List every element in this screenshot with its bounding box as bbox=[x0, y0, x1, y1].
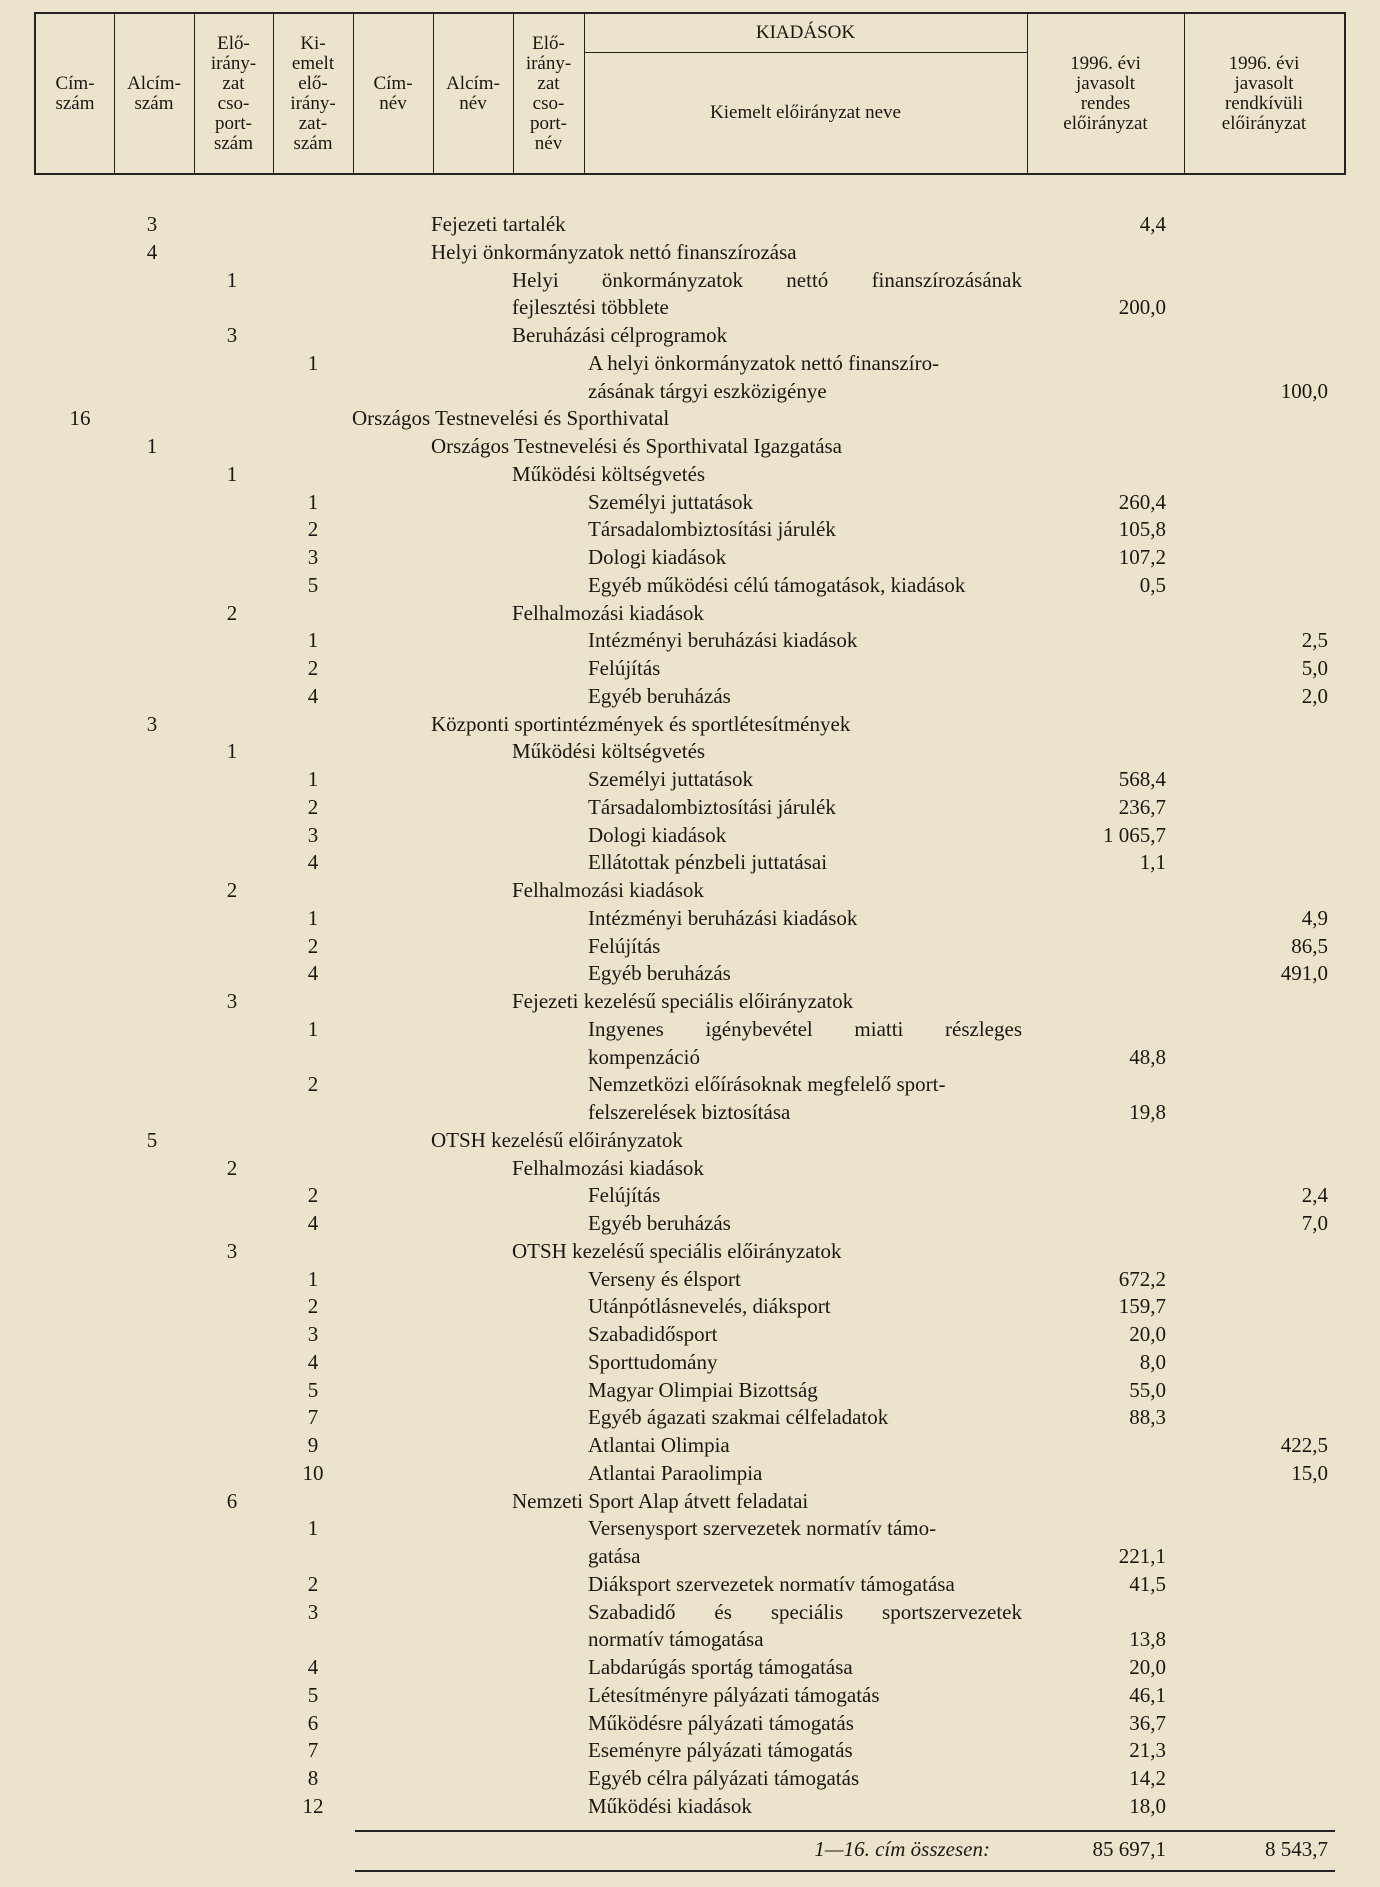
item-name-cell: Központi sportintézmények és sportlétesítmények bbox=[431, 711, 851, 736]
kiemelt-szam-cell: 7 bbox=[307, 1405, 319, 1430]
table-row bbox=[0, 1098, 1380, 1126]
item-name-cell: Egyéb működési célú támogatások, kiadások bbox=[588, 572, 966, 597]
item-name-cell: Helyi önkormányzatok nettó finanszírozása bbox=[431, 239, 797, 264]
rendkivuli-value-cell: 5,0 bbox=[1301, 656, 1328, 680]
item-name-cell: Eseményre pályázati támogatás bbox=[588, 1738, 853, 1763]
csoportszam-cell: 2 bbox=[226, 1155, 238, 1180]
header-cimnev: Cím- név bbox=[373, 72, 413, 114]
table-row bbox=[0, 1514, 1380, 1542]
item-name-cell: Nemzetközi előírásoknak megfelelő sport- bbox=[588, 1072, 946, 1097]
alcimszam-cell: 5 bbox=[146, 1127, 158, 1152]
item-name-cell: kompenzáció bbox=[588, 1044, 700, 1069]
rendes-value-cell: 8,0 bbox=[1139, 1349, 1166, 1374]
kiemelt-szam-cell: 3 bbox=[307, 1322, 319, 1346]
rendkivuli-value-cell: 4,9 bbox=[1301, 905, 1328, 930]
kiemelt-szam-cell: 4 bbox=[307, 683, 319, 708]
total-rule-bottom bbox=[355, 1870, 1335, 1872]
item-name-cell: Felújítás bbox=[588, 656, 661, 680]
table-row bbox=[0, 599, 1380, 627]
rendes-value-cell: 21,3 bbox=[1129, 1738, 1166, 1763]
table-row bbox=[0, 488, 1380, 516]
table-row bbox=[0, 377, 1380, 405]
table-row bbox=[0, 737, 1380, 765]
rendes-value-cell: 48,8 bbox=[1129, 1044, 1166, 1069]
csoportszam-cell: 3 bbox=[226, 989, 238, 1013]
rendes-value-cell: 221,1 bbox=[1118, 1544, 1166, 1568]
header-kiemelt-eloiranyzatszam: Ki- emelt elő- irány- zat- szám bbox=[290, 32, 336, 154]
item-name-cell: Egyéb beruházás bbox=[588, 961, 731, 986]
table-row bbox=[0, 1320, 1380, 1348]
table-row bbox=[0, 1292, 1380, 1320]
kiemelt-szam-cell: 2 bbox=[307, 794, 319, 819]
table-row bbox=[0, 682, 1380, 710]
item-name-cell: Ingyenes igénybevétel miatti részleges bbox=[588, 1016, 1022, 1041]
item-name-cell: Intézményi beruházási kiadások bbox=[588, 628, 858, 653]
item-name-cell: Ellátottak pénzbeli juttatásai bbox=[588, 850, 828, 875]
table-row bbox=[0, 904, 1380, 932]
item-name-cell: Felhalmozási kiadások bbox=[512, 600, 704, 625]
table-row bbox=[0, 848, 1380, 876]
table-row bbox=[0, 1709, 1380, 1737]
item-name-cell: A helyi önkormányzatok nettó finanszíro- bbox=[588, 350, 940, 375]
table-row bbox=[0, 1043, 1380, 1071]
item-name-cell: Országos Testnevelési és Sporthivatal bbox=[352, 406, 670, 431]
rendes-value-cell: 105,8 bbox=[1118, 517, 1166, 542]
kiemelt-szam-cell: 2 bbox=[307, 1072, 319, 1097]
item-name-cell: Fejezeti kezelésű speciális előirányzatok bbox=[512, 989, 854, 1013]
kiemelt-szam-cell: 4 bbox=[307, 1655, 319, 1679]
table-row bbox=[0, 1181, 1380, 1209]
alcimszam-cell: 3 bbox=[146, 212, 158, 236]
item-name-cell: Versenysport szervezetek normatív támo- bbox=[588, 1516, 937, 1541]
table-row bbox=[0, 238, 1380, 266]
kiemelt-szam-cell: 9 bbox=[307, 1433, 319, 1457]
rendkivuli-value-cell: 15,0 bbox=[1291, 1460, 1328, 1485]
csoportszam-cell: 2 bbox=[226, 600, 238, 625]
table-row bbox=[0, 1070, 1380, 1098]
rendes-value-cell: 4,4 bbox=[1139, 212, 1166, 236]
table-row bbox=[0, 654, 1380, 682]
item-name-cell: Szabadidősport bbox=[588, 1322, 718, 1346]
kiemelt-szam-cell: 2 bbox=[307, 1571, 319, 1596]
rendes-value-cell: 672,2 bbox=[1118, 1266, 1166, 1291]
kiemelt-szam-cell: 1 bbox=[307, 628, 319, 653]
rendkivuli-value-cell: 2,5 bbox=[1301, 628, 1328, 653]
kiemelt-szam-cell: 3 bbox=[307, 822, 319, 847]
kiemelt-szam-cell: 4 bbox=[307, 1211, 319, 1235]
table-row bbox=[0, 321, 1380, 349]
table-row bbox=[0, 1403, 1380, 1431]
item-name-cell: Működési költségvetés bbox=[512, 461, 706, 486]
kiemelt-szam-cell: 1 bbox=[307, 350, 319, 375]
kiemelt-szam-cell: 3 bbox=[307, 545, 319, 569]
table-row bbox=[0, 1764, 1380, 1792]
table-row bbox=[0, 1376, 1380, 1404]
alcimszam-cell: 4 bbox=[146, 239, 158, 264]
item-name-cell: felszerelések biztosítása bbox=[588, 1100, 791, 1124]
table-row bbox=[0, 404, 1380, 432]
item-name-cell: Atlantai Paraolimpia bbox=[588, 1460, 763, 1485]
rendes-value-cell: 36,7 bbox=[1129, 1710, 1166, 1735]
table-row bbox=[0, 1570, 1380, 1598]
table-row bbox=[0, 571, 1380, 599]
item-name-cell: Atlantai Olimpia bbox=[588, 1433, 730, 1457]
item-name-cell: fejlesztési többlete bbox=[512, 295, 669, 320]
table-row bbox=[0, 1431, 1380, 1459]
header-kiadasok: KIADÁSOK bbox=[755, 22, 856, 43]
table-row bbox=[0, 460, 1380, 488]
kiemelt-szam-cell: 1 bbox=[307, 1266, 319, 1291]
item-name-cell: Működési költségvetés bbox=[512, 739, 706, 764]
table-row bbox=[0, 821, 1380, 849]
item-name-cell: Verseny és élsport bbox=[588, 1266, 741, 1291]
table-row bbox=[0, 1209, 1380, 1237]
total-row bbox=[0, 1835, 1380, 1863]
table-row bbox=[0, 710, 1380, 738]
item-name-cell: Személyi juttatások bbox=[588, 489, 754, 514]
csoportszam-cell: 3 bbox=[226, 1238, 238, 1263]
item-name-cell: Létesítményre pályázati támogatás bbox=[588, 1682, 880, 1707]
table-row bbox=[0, 543, 1380, 571]
item-name-cell: Fejezeti tartalék bbox=[431, 212, 566, 236]
rendes-value-cell: 159,7 bbox=[1118, 1294, 1166, 1319]
rendkivuli-value-cell: 422,5 bbox=[1280, 1433, 1328, 1457]
table-row bbox=[0, 1625, 1380, 1653]
item-name-cell: Labdarúgás sportág támogatása bbox=[588, 1655, 853, 1679]
table-row bbox=[0, 432, 1380, 460]
table-row bbox=[0, 1265, 1380, 1293]
csoportszam-cell: 2 bbox=[226, 878, 238, 902]
item-name-cell: OTSH kezelésű speciális előirányzatok bbox=[512, 1238, 842, 1263]
table-row bbox=[0, 515, 1380, 543]
item-name-cell: normatív támogatása bbox=[588, 1627, 764, 1652]
rendes-value-cell: 88,3 bbox=[1129, 1405, 1166, 1430]
table-row bbox=[0, 1348, 1380, 1376]
table-row bbox=[0, 293, 1380, 321]
kiemelt-szam-cell: 10 bbox=[302, 1460, 324, 1485]
kiemelt-szam-cell: 8 bbox=[307, 1766, 319, 1790]
kiemelt-szam-cell: 1 bbox=[307, 1016, 319, 1041]
item-name-cell: Dologi kiadások bbox=[588, 822, 727, 847]
total-rule-top bbox=[355, 1830, 1335, 1832]
table-row bbox=[0, 1681, 1380, 1709]
item-name-cell: Működésre pályázati támogatás bbox=[588, 1710, 854, 1735]
table-row bbox=[0, 959, 1380, 987]
kiemelt-szam-cell: 1 bbox=[307, 767, 319, 791]
rendes-value-cell: 20,0 bbox=[1129, 1655, 1166, 1679]
table-header bbox=[34, 12, 1346, 175]
rendkivuli-value-cell: 2,0 bbox=[1301, 683, 1328, 708]
table-row bbox=[0, 349, 1380, 377]
kiemelt-szam-cell: 7 bbox=[307, 1738, 319, 1763]
table-row bbox=[0, 1237, 1380, 1265]
total-label: 1—16. cím összesen: bbox=[814, 1837, 990, 1861]
kiemelt-szam-cell: 6 bbox=[307, 1710, 319, 1735]
rendes-value-cell: 14,2 bbox=[1129, 1766, 1166, 1790]
item-name-cell: Egyéb ágazati szakmai célfeladatok bbox=[588, 1405, 889, 1430]
header-cimszam: Cím- szám bbox=[55, 72, 95, 114]
rendkivuli-value-cell: 7,0 bbox=[1301, 1211, 1328, 1235]
item-name-cell: Beruházási célprogramok bbox=[512, 323, 728, 347]
table-row bbox=[0, 266, 1380, 294]
kiemelt-szam-cell: 2 bbox=[307, 1294, 319, 1319]
item-name-cell: Felhalmozási kiadások bbox=[512, 1155, 704, 1180]
kiemelt-szam-cell: 5 bbox=[307, 1682, 319, 1707]
table-row bbox=[0, 1459, 1380, 1487]
table-row bbox=[0, 1126, 1380, 1154]
csoportszam-cell: 1 bbox=[226, 461, 238, 486]
kiemelt-szam-cell: 1 bbox=[307, 489, 319, 514]
item-name-cell: Működési kiadások bbox=[588, 1793, 752, 1818]
header-alcimnev: Alcím- név bbox=[446, 72, 500, 114]
kiemelt-szam-cell: 4 bbox=[307, 961, 319, 986]
item-name-cell: Intézményi beruházási kiadások bbox=[588, 905, 858, 930]
item-name-cell: zásának tárgyi eszközigénye bbox=[588, 378, 827, 403]
table-row bbox=[0, 793, 1380, 821]
kiemelt-szam-cell: 1 bbox=[307, 1516, 319, 1541]
rendes-value-cell: 200,0 bbox=[1118, 295, 1166, 320]
table-row bbox=[0, 932, 1380, 960]
table-row bbox=[0, 1736, 1380, 1764]
table-row bbox=[0, 1154, 1380, 1182]
csoportszam-cell: 1 bbox=[226, 739, 238, 764]
item-name-cell: Személyi juttatások bbox=[588, 767, 754, 791]
table-row bbox=[0, 210, 1380, 238]
rendes-value-cell: 55,0 bbox=[1129, 1377, 1166, 1402]
header-kiemelt-eloiranyzat-neve: Kiemelt előirányzat neve bbox=[710, 101, 901, 123]
kiemelt-szam-cell: 4 bbox=[307, 1349, 319, 1374]
kiemelt-szam-cell: 5 bbox=[307, 572, 319, 597]
item-name-cell: Egyéb beruházás bbox=[588, 1211, 731, 1235]
item-name-cell: Társadalombiztosítási járulék bbox=[588, 517, 836, 542]
table-row bbox=[0, 626, 1380, 654]
item-name-cell: Felújítás bbox=[588, 1183, 661, 1208]
rendes-value-cell: 13,8 bbox=[1129, 1627, 1166, 1652]
rendes-value-cell: 107,2 bbox=[1118, 545, 1166, 569]
table-row bbox=[0, 1792, 1380, 1820]
rendes-value-cell: 18,0 bbox=[1129, 1793, 1166, 1818]
item-name-cell: gatása bbox=[588, 1544, 641, 1568]
table-row bbox=[0, 1015, 1380, 1043]
rendkivuli-value-cell: 491,0 bbox=[1280, 961, 1328, 986]
table-row bbox=[0, 1598, 1380, 1626]
alcimszam-cell: 3 bbox=[146, 711, 158, 736]
header-eloiranyzat-csoportszam: Elő- irány- zat cso- port- szám bbox=[210, 32, 257, 154]
rendkivuli-value-cell: 100,0 bbox=[1280, 378, 1328, 403]
item-name-cell: Egyéb célra pályázati támogatás bbox=[588, 1766, 860, 1790]
kiemelt-szam-cell: 2 bbox=[307, 517, 319, 542]
rendkivuli-value-cell: 2,4 bbox=[1301, 1183, 1328, 1208]
item-name-cell: Helyi önkormányzatok nettó finanszírozásának bbox=[512, 267, 1022, 292]
header-alcimszam: Alcím- szám bbox=[127, 72, 181, 114]
alcimszam-cell: 1 bbox=[146, 434, 158, 458]
item-name-cell: Nemzeti Sport Alap átvett feladatai bbox=[512, 1488, 809, 1513]
total-rendes: 85 697,1 bbox=[1092, 1837, 1166, 1861]
item-name-cell: Egyéb beruházás bbox=[588, 683, 731, 708]
item-name-cell: Országos Testnevelési és Sporthivatal Igazgatása bbox=[431, 434, 843, 458]
header-rendes-eloiranyzat: 1996. évi javasolt rendes előirányzat bbox=[1063, 52, 1148, 134]
item-name-cell: Sporttudomány bbox=[588, 1349, 718, 1374]
table-row bbox=[0, 1487, 1380, 1515]
kiemelt-szam-cell: 4 bbox=[307, 850, 319, 875]
rendes-value-cell: 1,1 bbox=[1139, 850, 1166, 875]
rendkivuli-value-cell: 86,5 bbox=[1291, 933, 1328, 958]
item-name-cell: Diáksport szervezetek normatív támogatása bbox=[588, 1571, 955, 1596]
rendes-value-cell: 260,4 bbox=[1118, 489, 1166, 514]
total-rendkivuli: 8 543,7 bbox=[1265, 1837, 1328, 1861]
csoportszam-cell: 6 bbox=[226, 1488, 238, 1513]
kiemelt-szam-cell: 12 bbox=[302, 1793, 324, 1818]
rendes-value-cell: 236,7 bbox=[1118, 794, 1166, 819]
table-row bbox=[0, 987, 1380, 1015]
kiemelt-szam-cell: 3 bbox=[307, 1599, 319, 1624]
item-name-cell: OTSH kezelésű előirányzatok bbox=[431, 1127, 683, 1152]
rendes-value-cell: 568,4 bbox=[1118, 767, 1166, 791]
header-rendkivuli-eloiranyzat: 1996. évi javasolt rendkívüli előirányzat bbox=[1221, 52, 1307, 134]
table-row bbox=[0, 876, 1380, 904]
item-name-cell: Magyar Olimpiai Bizottság bbox=[588, 1377, 818, 1402]
table-row bbox=[0, 765, 1380, 793]
csoportszam-cell: 1 bbox=[226, 267, 238, 292]
rendes-value-cell: 20,0 bbox=[1129, 1322, 1166, 1346]
cimszam-cell: 16 bbox=[69, 406, 91, 431]
item-name-cell: Utánpótlásnevelés, diáksport bbox=[588, 1294, 831, 1319]
kiemelt-szam-cell: 2 bbox=[307, 933, 319, 958]
item-name-cell: Felhalmozási kiadások bbox=[512, 878, 704, 902]
kiemelt-szam-cell: 1 bbox=[307, 905, 319, 930]
item-name-cell: Szabadidő és speciális sportszervezetek bbox=[588, 1599, 1022, 1624]
rendes-value-cell: 46,1 bbox=[1129, 1682, 1166, 1707]
rendes-value-cell: 0,5 bbox=[1139, 572, 1166, 597]
rendes-value-cell: 1 065,7 bbox=[1103, 822, 1166, 847]
item-name-cell: Társadalombiztosítási járulék bbox=[588, 794, 836, 819]
rendes-value-cell: 41,5 bbox=[1129, 1571, 1166, 1596]
item-name-cell: Dologi kiadások bbox=[588, 545, 727, 569]
table-row bbox=[0, 1653, 1380, 1681]
kiemelt-szam-cell: 5 bbox=[307, 1377, 319, 1402]
table-row bbox=[0, 1542, 1380, 1570]
kiemelt-szam-cell: 2 bbox=[307, 1183, 319, 1208]
item-name-cell: Felújítás bbox=[588, 933, 661, 958]
kiemelt-szam-cell: 2 bbox=[307, 656, 319, 680]
csoportszam-cell: 3 bbox=[226, 323, 238, 347]
rendes-value-cell: 19,8 bbox=[1129, 1100, 1166, 1124]
header-eloiranyzat-csoportnev: Elő- irány- zat cso- port- név bbox=[525, 32, 572, 154]
